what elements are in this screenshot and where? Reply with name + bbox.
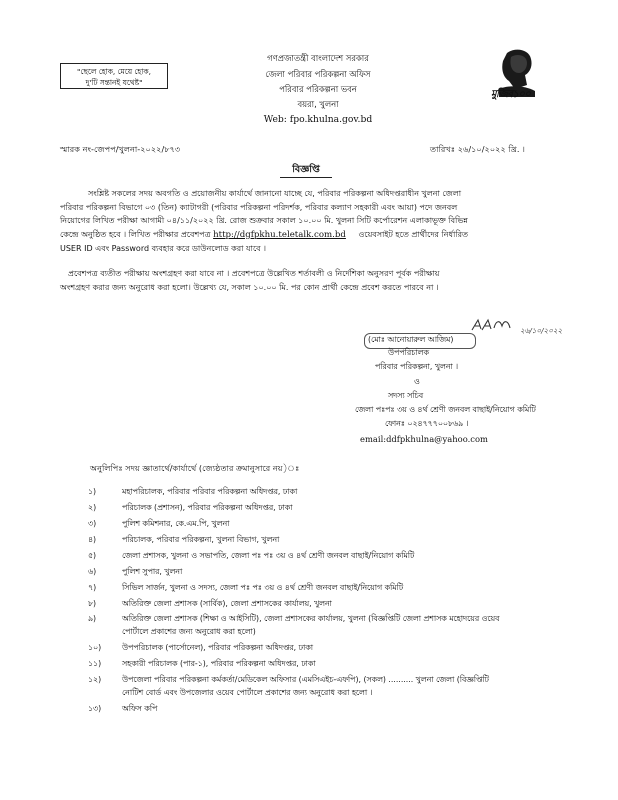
- para2-line-1: প্রবেশপত্র ব্যতীত পরীক্ষায় অংশগ্রহণ করা যাবে না । প্রবেশপত্রে উল্লেখিত শর্তাবলী ও নির্দেশিকা অনুসরণ পূর্বক পরীক্ষায়: [68, 269, 440, 278]
- copies-intro: অনুলিপিঃ সদয় জ্ঞাতার্থে/কার্যার্থে (জ্যেষ্ঠতার ক্রমানুসারে নয়)ঃ: [90, 463, 300, 473]
- logo-caption: মুজিব১০০: [491, 89, 531, 100]
- admit-card-link[interactable]: http://dgfpkhu.teletalk.com.bd: [213, 229, 346, 240]
- signatory-and: ও: [414, 377, 420, 386]
- notice-title: বিজ্ঞপ্তি: [280, 162, 332, 178]
- header-government: গণপ্রজাতন্ত্রী বাংলাদেশ সরকার: [267, 53, 369, 63]
- para1-line-4b: ওয়েবসাইট হতে প্রার্থীদের নির্ধারিত: [358, 229, 469, 239]
- para1-line-3: নিয়োগের লিখিত পরীক্ষা আগামী ০৪/১১/২০২২ খ্রি. রোজ শুক্রবার সকাল ১০.০০ মি. খুলনা সিটি কর্পোরেশন এলাকাভূক্ত বিভিন্ন: [60, 216, 468, 225]
- para1-line-5: USER ID এবং Password ব্যবহার করে ডাউনলোড করা যাবে ।: [60, 244, 267, 253]
- memo-date: তারিখঃ ২৬/১০/২০২২ খ্রি. ।: [430, 144, 525, 154]
- signature-date: ২৬/১০/২০২২: [520, 326, 563, 335]
- header-website: Web: fpo.khulna.gov.bd: [263, 114, 373, 125]
- memo-number: স্মারক নং-জেপপ/খুলনা-২০২২/৮৭৩: [60, 144, 181, 154]
- notice-paragraph-1: [60, 187, 560, 256]
- slogan-line-1: "ছেলে হোক, মেয়ে হোক,: [77, 67, 151, 76]
- signatory-email[interactable]: email:ddfpkhulna@yahoo.com: [360, 434, 488, 444]
- notice-paragraph-2: [60, 267, 560, 294]
- signatory-name: (মোঃ আনোয়ারুল আজিম): [368, 335, 454, 344]
- slogan-line-2: দু'টি সন্তানই যথেষ্ট": [85, 78, 143, 87]
- para1-line-4a: কেন্দ্রে অনুষ্ঠিত হবে । লিখিত পরীক্ষার প্রবেশপত্র: [60, 229, 211, 239]
- signature-icon: [470, 314, 516, 336]
- handwritten-signature: [470, 314, 516, 340]
- signatory-phone: ফোনঃ ০২৪৭৭৭০০৮৬৯ ।: [385, 419, 469, 428]
- header-location: বয়রা, খুলনা: [297, 99, 339, 109]
- notice-page: "ছেলে হোক, মেয়ে হোক, দু'টি সন্তানই যথেষ্ট" গণপ্রজাতন্ত্রী বাংলাদেশ সরকার জেলা পরিবার পরিকল্পনা অফিস পরিবার পরিকল্পনা ভবন বয়রা, খুলনা Web: fpo.khulna.gov.bd মুজিব১০০ স্মারক নং-জেপপ/খুলনা-২০২২/৮৭৩ তারিখঃ ২৬/১০/২০২২ খ্রি. । বিজ্ঞপ্তি সংশ্লিষ্ট সকলের সদয় অবগতি ও প্রয়োজনীয় কার্যার্থে জানানো যাচ্ছে যে, পরিবার পরিকল্পনা অধিদপ্তরাধীন খুলনা জেলা পরিবার পরিকল্পনা বিভাগে ০৩ (তিন) ক্যাটাগরী (পরিবার পরিকল্পনা পরিদর্শক, পরিবার কল্যাণ সহকারী এবং আয়া) পদে জনবল নিয়োগের লিখিত পরীক্ষা আগামী ০৪/১১/২০২২ খ্রি. রোজ শুক্রবার সকাল ১০.০০ মি. খুলনা সিটি কর্পোরেশন এলাকাভূক্ত বিভিন্ন কেন্দ্রে অনুষ্ঠিত হবে । লিখিত পরীক্ষার প্রবেশপত্র http://dgfpkhu.teletalk.com.bd ওয়েবসাইট হতে প্রার্থীদের নির্ধারিত USER ID এবং Password ব্যবহার করে ডাউনলোড করা যাবে । প্রবেশপত্র ব্যতীত পরীক্ষায় অংশগ্রহণ করা যাবে না । প্রবেশপত্রে উল্লেখিত শর্তাবলী ও নির্দেশিকা অনুসরণ পূর্বক পরীক্ষায় অংশগ্রহণ করার জন্য অনুরোধ করা হলো। উল্লেখ্য যে, সকাল ১০.০০ মি. পর কোন প্রার্থী কেন্দ্রে প্রবেশ করতে পারবে না । ২৬/১০/২০২২ (মোঃ আনোয়ারুল আজিম) উপপরিচালক পরিবার পরিকল্পনা, খুলনা । ও সদস্য সচিব জেলা পঃপঃ ৩য় ও ৪র্থ শ্রেণী জনবল বাছাই/নিয়োগ কমিটি ফোনঃ ০২৪৭৭৭০০৮৬৯ । email:ddfpkhulna@yahoo.com অনুলিপিঃ সদয় জ্ঞাতার্থে/কার্যার্থে (জ্যেষ্ঠতার ক্রমানুসারে নয়)ঃ ১) মহাপরিচালক, পরিবার পরিবার পরিকল্পনা অধিদপ্তর, ঢাকা ২) পরিচালক (প্রশাসন), পরিবার পরিকল্পনা অধিদপ্তর, ঢাকা ৩) পুলিশ কমিশনার, কে.এম.পি, খুলনা ৪) পরিচালক, পরিবার পরিকল্পনা, খুলনা বিভাগ, খুলনা ৫) জেলা প্রশাসক, খুলনা ও সভাপতি, জেলা পঃ পঃ ৩য় ও ৪র্থ শ্রেণী জনবল বাছাই/নিয়োগ কমিটি ৬) পুলিশ সুপার, খুলনা ৭) সিভিল সার্জন, খুলনা ও সদস্য, জেলা পঃ পঃ ৩য় ও ৪র্থ শ্রেণী জনবল বাছাই/নিয়োগ কমিটি ৮) অতিরিক্ত জেলা প্রশাসক (সার্বিক), জেলা প্রশাসকের কার্যালয়, খুলনা ৯) অতিরিক্ত জেলা প্রশাসক (শিক্ষা ও আইসিটি), জেলা প্রশাসকের কার্যালয়, খুলনা (বিজ্ঞপ্তিটি জেলা প্রশাসক মহোদয়ের ওয়েব পোর্টালে প্রকাশের জন্য অনুরোধ করা হলো) ১০) উপপরিচালক (পার্সোনেল), পরিবার পরিকল্পনা অধিদপ্তর, ঢাকা ১১) সহকারী পরিচালক (পার-১), পরিবার পরিকল্পনা অধিদপ্তর, ঢাকা ১২) উপজেলা পরিবার পরিকল্পনা কর্মকর্তা/মেডিকেল অফিসার (এমসিএইচ-এফপি), (সকল) .......... খুলনা জেলা (বিজ্ঞপ্তিটি নোটিশ বোর্ড এবং উপজেলার ওয়েব পোর্টালে প্রকাশের জন্য অনুরোধ করা হলো । ১৩) অফিস কপি: [0, 0, 618, 800]
- signatory-office: পরিবার পরিকল্পনা, খুলনা ।: [375, 362, 458, 371]
- slogan-box: [60, 63, 168, 89]
- para2-line-2: অংশগ্রহণ করার জন্য অনুরোধ করা হলো। উল্লেখ্য যে, সকাল ১০.০০ মি. পর কোন প্রার্থী কেন্দ্রে প্রবেশ করতে পারবে না ।: [60, 282, 439, 292]
- para1-line-4: [60, 228, 560, 243]
- mujib-100-logo: [485, 45, 547, 107]
- header-building: পরিবার পরিকল্পনা ভবন: [279, 84, 357, 94]
- signatory-committee: জেলা পঃপঃ ৩য় ও ৪র্থ শ্রেণী জনবল বাছাই/নিয়োগ কমিটি: [355, 405, 536, 414]
- signatory-member: সদস্য সচিব: [388, 391, 424, 400]
- header-office: জেলা পরিবার পরিকল্পনা অফিস: [265, 69, 371, 79]
- signatory-designation: উপপরিচালক: [388, 348, 429, 357]
- para1-line-1: সংশ্লিষ্ট সকলের সদয় অবগতি ও প্রয়োজনীয় কার্যার্থে জানানো যাচ্ছে যে, পরিবার পরিকল্পনা অধিদপ্তরাধীন খুলনা জেলা: [88, 189, 462, 198]
- para1-line-2: পরিবার পরিকল্পনা বিভাগে ০৩ (তিন) ক্যাটাগরী (পরিবার পরিকল্পনা পরিদর্শক, পরিবার কল্যাণ সহকারী এবং আয়া) পদে জনবল: [60, 202, 458, 212]
